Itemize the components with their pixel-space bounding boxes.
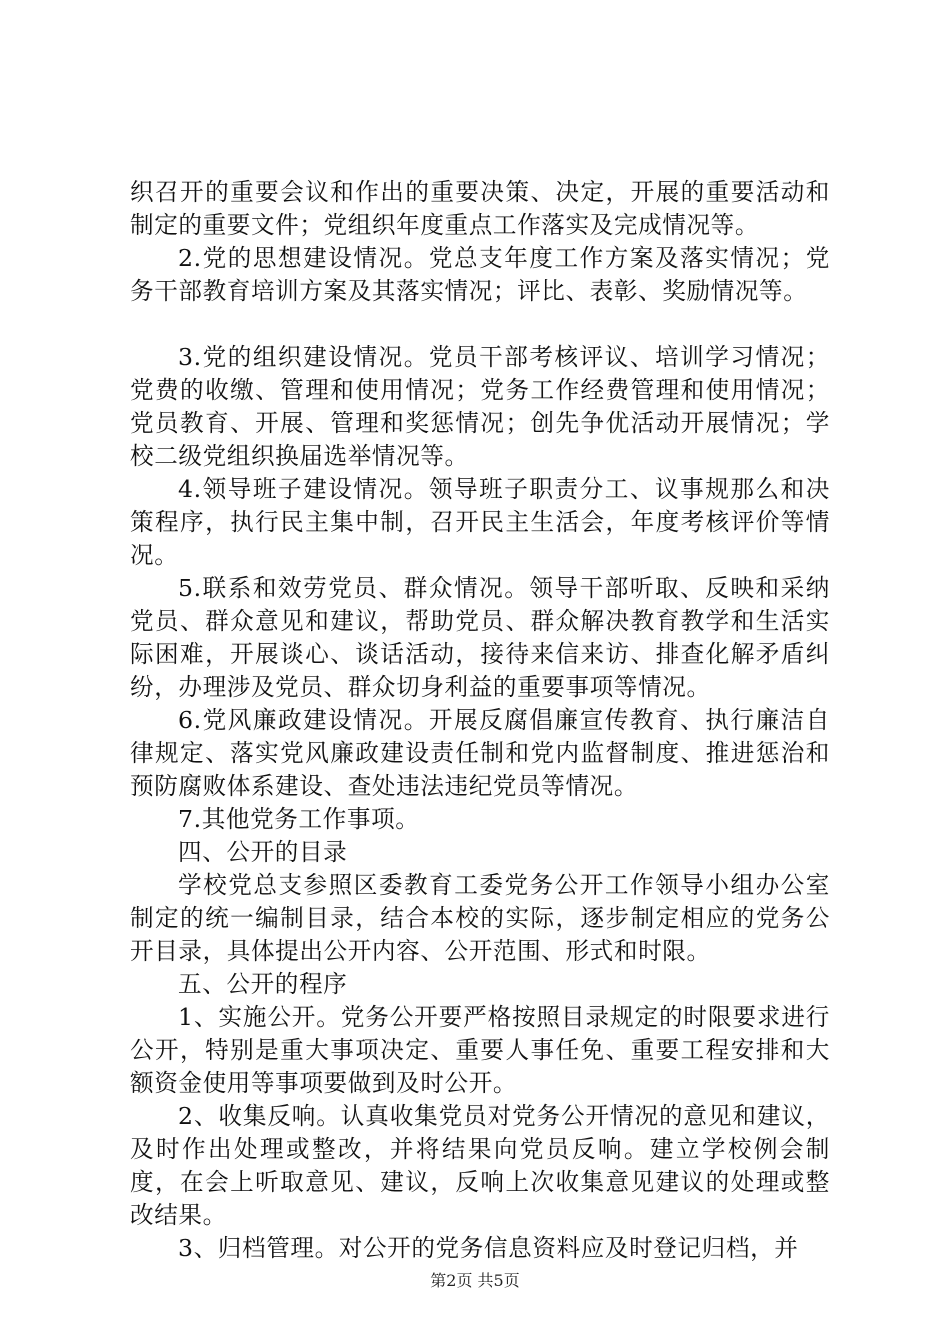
paragraph-catalog: 学校党总支参照区委教育工委党务公开工作领导小组办公室制定的统一编制目录，结合本校的实际，逐步制定相应的党务公开目录，具体提出公开内容、公开范围、形式和时限。: [130, 871, 830, 965]
paragraph-integrity-building: 6.党风廉政建设情况。开展反腐倡廉宣传教育、执行廉洁自律规定、落实党风廉政建设责任制和党内监督制度、推进惩治和预防腐败体系建设、查处违法违纪党员等情况。: [130, 706, 830, 800]
paragraph-other-matters: 7.其他党务工作事项。: [178, 805, 420, 833]
paragraph-leadership-building: 4.领导班子建设情况。领导班子职责分工、议事规那么和决策程序，执行民主集中制，召开民主生活会，年度考核评价等情况。: [130, 475, 830, 569]
section-heading-catalog: 四、公开的目录: [178, 838, 348, 866]
paragraph-ideological-building: 2.党的思想建设情况。党总支年度工作方案及落实情况；党务干部教育培训方案及其落实情况；评比、表彰、奖励情况等。: [130, 244, 830, 305]
paragraph-continuation: 织召开的重要会议和作出的重要决策、决定，开展的重要活动和制定的重要文件；党组织年度重点工作落实及完成情况等。: [130, 178, 830, 239]
section-heading-procedure: 五、公开的程序: [178, 970, 348, 998]
page-number-footer: 第2页 共5页: [430, 1271, 520, 1290]
paragraph-organizational-building: 3.党的组织建设情况。党员干部考核评议、培训学习情况；党费的收缴、管理和使用情况；党务工作经费管理和使用情况；党员教育、开展、管理和奖惩情况；创先争优活动开展情况；学校二级党组织换届选举情况等。: [130, 343, 830, 470]
paragraph-collect-feedback: 2、收集反响。认真收集党员对党务公开情况的意见和建议，及时作出处理或整改，并将结果向党员反响。建立学校例会制度，在会上听取意见、建议，反响上次收集意见建议的处理或整改结果。: [130, 1102, 830, 1229]
paragraph-serving-members: 5.联系和效劳党员、群众情况。领导干部听取、反映和采纳党员、群众意见和建议，帮助党员、群众解决教育教学和生活实际困难，开展谈心、谈话活动，接待来信来访、排查化解矛盾纠纷，办理涉及党员、群众切身利益的重要事项等情况。: [130, 574, 830, 701]
paragraph-implement-disclosure: 1、实施公开。党务公开要严格按照目录规定的时限要求进行公开，特别是重大事项决定、重要人事任免、重要工程安排和大额资金使用等事项要做到及时公开。: [130, 1003, 830, 1097]
document-body: [130, 176, 830, 1265]
paragraph-archive-management: 3、归档管理。对公开的党务信息资料应及时登记归档，并: [178, 1234, 799, 1262]
